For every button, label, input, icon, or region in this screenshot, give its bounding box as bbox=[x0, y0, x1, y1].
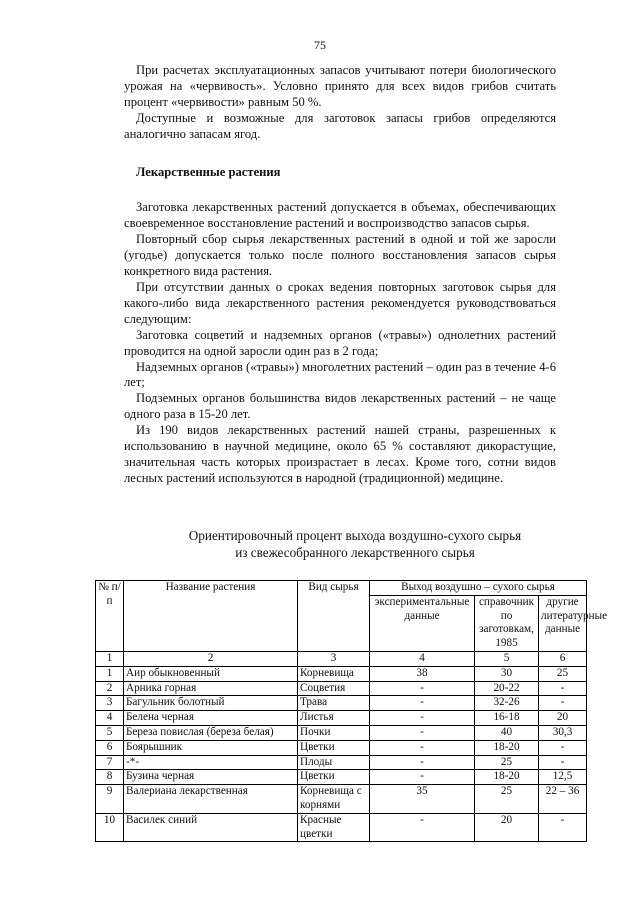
cell-raw-type: Корневища bbox=[298, 666, 370, 681]
cell-other: 20 bbox=[539, 711, 587, 726]
table-row bbox=[96, 681, 587, 696]
table-row bbox=[96, 666, 587, 681]
cell-raw-type: Соцветия bbox=[298, 681, 370, 696]
header-yield: Выход воздушно – сухого сырья bbox=[370, 581, 587, 596]
header-ref: справочник по заготовкам, 1985 bbox=[475, 595, 539, 651]
col-number: 3 bbox=[298, 651, 370, 666]
table-row bbox=[96, 725, 587, 740]
cell-raw-type: Цветки bbox=[298, 740, 370, 755]
table-row bbox=[96, 740, 587, 755]
table-caption-line: из свежесобранного лекарственного сырья bbox=[235, 545, 475, 560]
cell-num: 7 bbox=[96, 755, 124, 770]
cell-plant-name: Багульник болотный bbox=[124, 696, 298, 711]
table-row bbox=[96, 696, 587, 711]
table-caption bbox=[124, 527, 586, 561]
col-number: 6 bbox=[539, 651, 587, 666]
cell-ref: 25 bbox=[475, 755, 539, 770]
cell-plant-name: Боярышник bbox=[124, 740, 298, 755]
col-number: 4 bbox=[370, 651, 475, 666]
cell-plant-name: Бузина черная bbox=[124, 770, 298, 785]
document-body bbox=[124, 63, 556, 487]
cell-num: 4 bbox=[96, 711, 124, 726]
cell-other: 30,3 bbox=[539, 725, 587, 740]
cell-plant-name: Василек синий bbox=[124, 813, 298, 842]
cell-num: 1 bbox=[96, 666, 124, 681]
table-row bbox=[96, 770, 587, 785]
cell-exp: - bbox=[370, 770, 475, 785]
cell-exp: - bbox=[370, 711, 475, 726]
cell-raw-type: Почки bbox=[298, 725, 370, 740]
paragraph: Из 190 видов лекарственных растений нашей страны, разрешенных к использованию в научной медицине, около 65 % составляют дикорастущие, значительная часть которых произрастает в лесах. Кроме того, сотни видов лесных растений используются в народной (традиционной) медицине. bbox=[124, 423, 556, 485]
cell-num: 10 bbox=[96, 813, 124, 842]
page-number: 75 bbox=[314, 38, 326, 52]
cell-num: 2 bbox=[96, 681, 124, 696]
cell-exp: - bbox=[370, 755, 475, 770]
cell-ref: 25 bbox=[475, 785, 539, 814]
cell-raw-type: Листья bbox=[298, 711, 370, 726]
cell-num: 9 bbox=[96, 785, 124, 814]
header-other: другие литературные данные bbox=[539, 595, 587, 651]
col-number: 1 bbox=[96, 651, 124, 666]
cell-ref: 18-20 bbox=[475, 740, 539, 755]
header-type: Вид сырья bbox=[298, 581, 370, 652]
cell-ref: 20-22 bbox=[475, 681, 539, 696]
table-row bbox=[96, 813, 587, 842]
yield-table bbox=[95, 580, 608, 842]
cell-other: - bbox=[539, 696, 587, 711]
cell-plant-name: Арника горная bbox=[124, 681, 298, 696]
cell-num: 3 bbox=[96, 696, 124, 711]
section-title: Лекарственные растения bbox=[136, 164, 281, 179]
cell-num: 6 bbox=[96, 740, 124, 755]
cell-num: 8 bbox=[96, 770, 124, 785]
paragraph: Заготовка соцветий и надземных органов («травы») однолетних растений проводится на одной заросли один раз в 2 года; bbox=[124, 327, 556, 358]
cell-plant-name: -*- bbox=[124, 755, 298, 770]
cell-other: 12,5 bbox=[539, 770, 587, 785]
table-row bbox=[96, 711, 587, 726]
column-number-row bbox=[96, 651, 587, 666]
col-number: 5 bbox=[475, 651, 539, 666]
cell-ref: 40 bbox=[475, 725, 539, 740]
paragraph: Повторный сбор сырья лекарственных растений в одной и той же заросли (угодье) допускается только после полного восстановления запасов сырья конкретного вида растения. bbox=[124, 232, 556, 279]
cell-plant-name: Белена черная bbox=[124, 711, 298, 726]
paragraph: Доступные и возможные для заготовок запасы грибов определяются аналогично запасам ягод. bbox=[124, 110, 556, 141]
cell-plant-name: Береза повислая (береза белая) bbox=[124, 725, 298, 740]
table-caption-line: Ориентировочный процент выхода воздушно-сухого сырья bbox=[188, 528, 522, 543]
cell-other: 22 – 36 bbox=[539, 785, 587, 814]
cell-other: - bbox=[539, 740, 587, 755]
cell-raw-type: Плоды bbox=[298, 755, 370, 770]
paragraph: При отсутствии данных о сроках ведения повторных заготовок сырья для какого-либо вида лекарственного растения рекомендуется руководствоваться следующим: bbox=[124, 279, 556, 326]
table-row bbox=[96, 785, 587, 814]
paragraph: Надземных органов («травы») многолетних растений – один раз в течение 4-6 лет; bbox=[124, 359, 556, 390]
cell-exp: - bbox=[370, 696, 475, 711]
paragraph: Заготовка лекарственных растений допускается в объемах, обеспечивающих своевременное восстановление растений и воспроизводство запасов сырья. bbox=[124, 200, 556, 231]
paragraph: При расчетах эксплуатационных запасов учитывают потери биологического урожая на «червивость». Условно принято для всех видов грибов считать процент «червивости» равным 50 %. bbox=[124, 63, 556, 109]
cell-plant-name: Валериана лекарственная bbox=[124, 785, 298, 814]
header-num: № п/п bbox=[96, 581, 124, 652]
cell-other: - bbox=[539, 755, 587, 770]
cell-plant-name: Аир обыкновенный bbox=[124, 666, 298, 681]
cell-exp: - bbox=[370, 725, 475, 740]
cell-ref: 20 bbox=[475, 813, 539, 842]
cell-ref: 30 bbox=[475, 666, 539, 681]
header-exp: экспериментальные данные bbox=[370, 595, 475, 651]
cell-exp: 35 bbox=[370, 785, 475, 814]
col-number: 2 bbox=[124, 651, 298, 666]
cell-exp: - bbox=[370, 681, 475, 696]
cell-num: 5 bbox=[96, 725, 124, 740]
paragraph: Подземных органов большинства видов лекарственных растений – не чаще одного раза в 15-20 лет. bbox=[124, 391, 556, 422]
cell-ref: 32-26 bbox=[475, 696, 539, 711]
cell-other: - bbox=[539, 681, 587, 696]
table-row bbox=[96, 755, 587, 770]
cell-exp: 38 bbox=[370, 666, 475, 681]
cell-raw-type: Корневища с корнями bbox=[298, 785, 370, 814]
cell-exp: - bbox=[370, 740, 475, 755]
cell-raw-type: Красные цветки bbox=[298, 813, 370, 842]
cell-raw-type: Трава bbox=[298, 696, 370, 711]
cell-ref: 16-18 bbox=[475, 711, 539, 726]
cell-ref: 18-20 bbox=[475, 770, 539, 785]
cell-exp: - bbox=[370, 813, 475, 842]
header-name: Название растения bbox=[124, 581, 298, 652]
cell-other: 25 bbox=[539, 666, 587, 681]
cell-other: - bbox=[539, 813, 587, 842]
cell-raw-type: Цветки bbox=[298, 770, 370, 785]
